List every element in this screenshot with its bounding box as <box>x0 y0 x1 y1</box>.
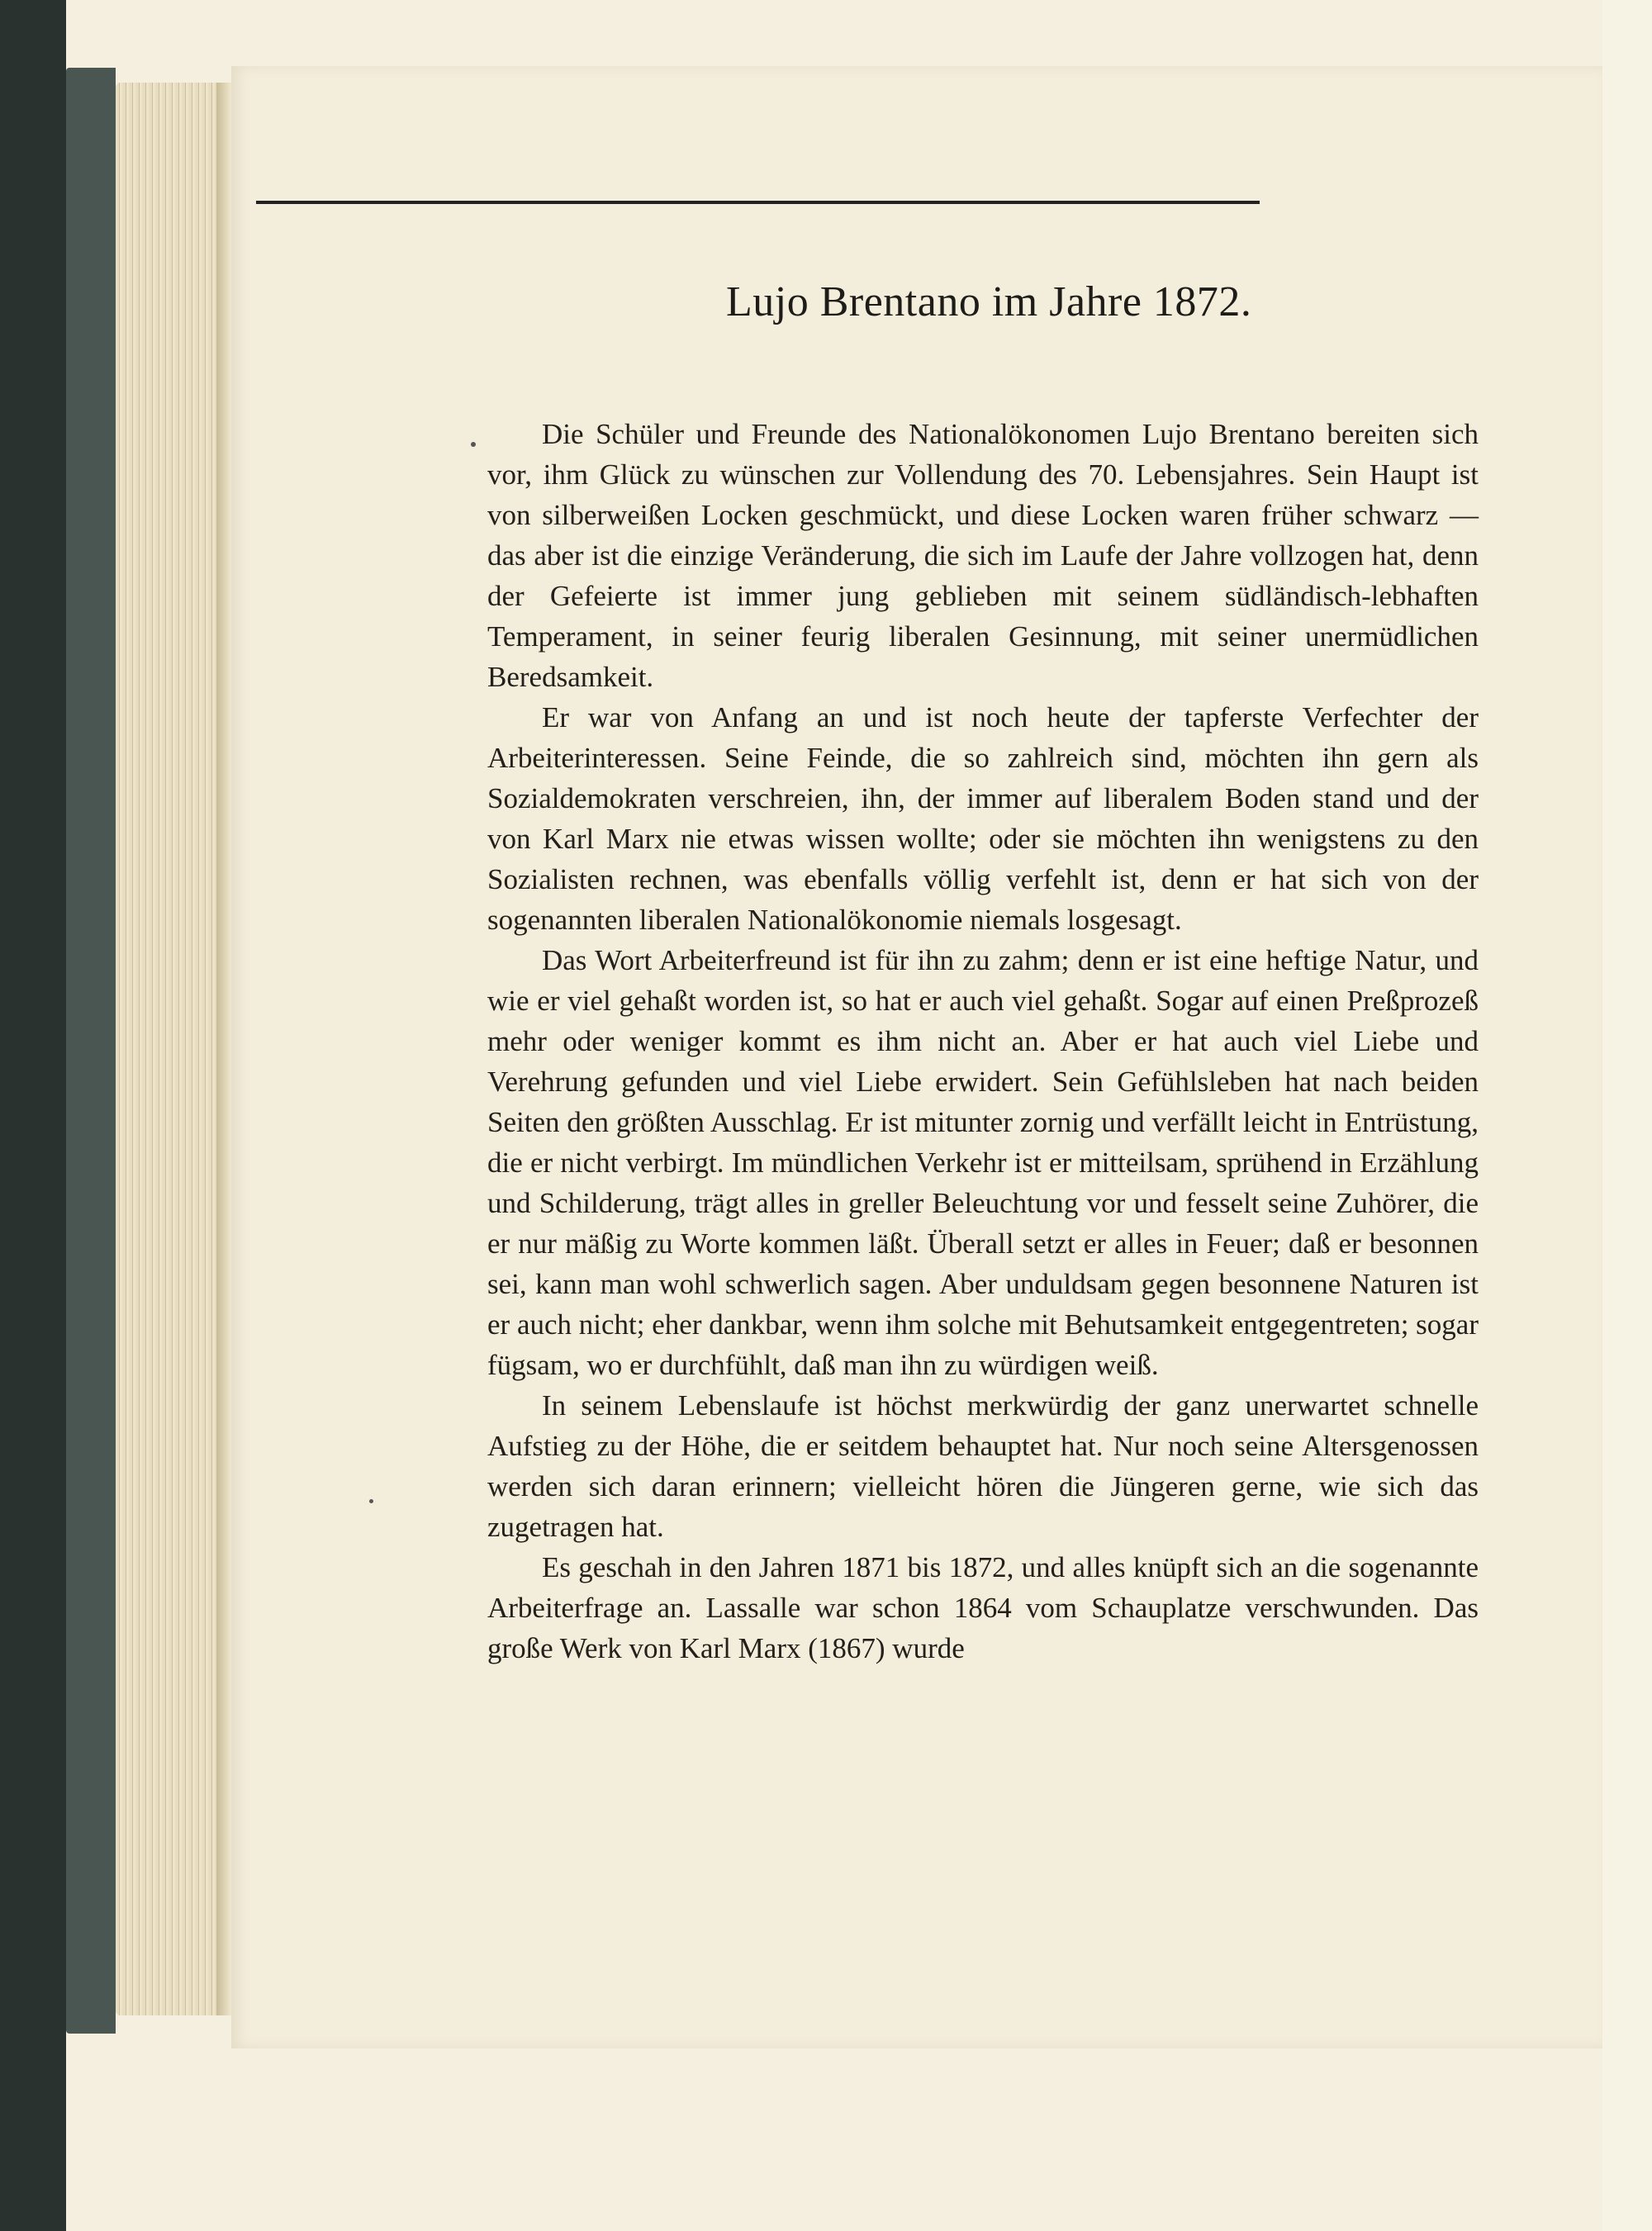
paragraph: Es geschah in den Jahren 1871 bis 1872, und alles knüpft sich an die sogenannte Arbeiterfrage an. Lassalle war schon 1864 vom Schauplatze verschwunden. Das große Werk von Karl Marx (1867) wurde <box>487 1551 1479 1664</box>
book-cover <box>66 68 116 2034</box>
page-speck <box>471 442 476 447</box>
right-margin <box>1602 0 1652 2231</box>
body-text <box>487 414 1479 1669</box>
page-stack <box>116 83 231 2015</box>
page-speck <box>369 1499 373 1503</box>
paragraph: Er war von Anfang an und ist noch heute der tapferste Verfechter der Arbeiterinteressen. Seine Feinde, die so zahlreich sind, möchten ihn gern als Sozialdemokraten verschreien, ihn, der immer auf liberalem Boden stand und der von Karl Marx nie etwas wissen wollte; oder sie möchten ihn wenigstens zu den Sozialisten rechnen, was ebenfalls völlig verfehlt ist, denn er hat sich von der sogenannten liberalen Nationalökonomie niemals losgesagt. <box>487 701 1479 936</box>
paragraph: Das Wort Arbeiterfreund ist für ihn zu zahm; denn er ist eine heftige Natur, und wie er viel gehaßt worden ist, so hat er auch viel gehaßt. Sogar auf einen Preßprozeß mehr oder weniger kommt es ihm nicht an. Aber er hat auch viel Liebe und Verehrung gefunden und viel Liebe erwidert. Sein Gefühlsleben hat nach beiden Seiten den größten Ausschlag. Er ist mitunter zornig und verfällt leicht in Entrüstung, die er nicht verbirgt. Im mündlichen Verkehr ist er mitteilsam, sprühend in Erzählung und Schilderung, trägt alles in greller Beleuchtung vor und fesselt seine Zuhörer, die er nur mäßig zu Worte kommen läßt. Überall setzt er alles in Feuer; daß er besonnen sei, kann man wohl schwerlich sagen. Aber unduldsam gegen besonnene Naturen ist er auch nicht; eher dankbar, wenn ihm solche mit Behutsamkeit entgegentreten; sogar fügsam, wo er durchfühlt, daß man ihn zu würdigen weiß. <box>487 944 1479 1381</box>
book-spine-edge <box>0 0 66 2231</box>
paragraph: Die Schüler und Freunde des Nationalökonomen Lujo Brentano bereiten sich vor, ihm Glück zu wünschen zur Vollendung des 70. Lebensjahres. Sein Haupt ist von silberweißen Locken geschmückt, und diese Locken waren früher schwarz — das aber ist die einzige Veränderung, die sich im Laufe der Jahre vollzogen hat, denn der Gefeierte ist immer jung geblieben mit seinem südländisch-lebhaften Temperament, in seiner feurig liberalen Gesinnung, mit seiner unermüdlichen Beredsamkeit. <box>487 418 1479 693</box>
header-rule <box>256 201 1260 204</box>
page-title: Lujo Brentano im Jahre 1872. <box>726 278 1252 325</box>
paragraph: In seinem Lebenslaufe ist höchst merkwürdig der ganz unerwartet schnelle Aufstieg zu der Höhe, die er seitdem behauptet hat. Nur noch seine Altersgenossen werden sich daran erinnern; vielleicht hören die Jüngeren gerne, wie sich das zugetragen hat. <box>487 1389 1479 1543</box>
